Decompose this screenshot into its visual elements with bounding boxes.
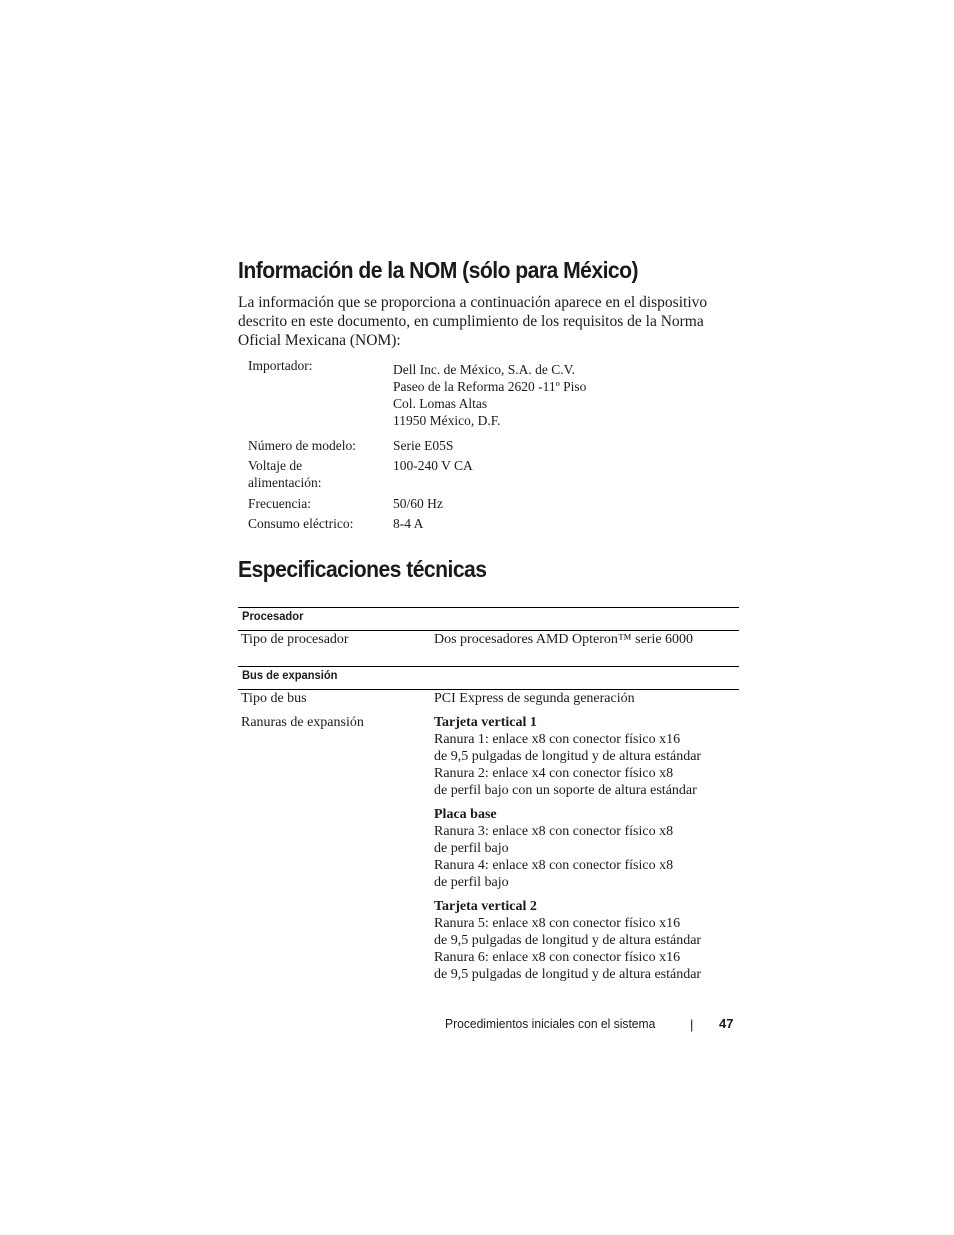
nom-value: Serie E05S xyxy=(393,438,454,453)
nom-value-line: Col. Lomas Altas xyxy=(393,396,488,411)
nom-label: Importador: xyxy=(248,358,313,373)
nom-value-line: 11950 México, D.F. xyxy=(393,413,501,428)
processor-type-label: Tipo de procesador xyxy=(241,632,349,647)
slot-group-riser-1 xyxy=(434,714,744,799)
slot-line: de perfil bajo con un soporte de altura estándar xyxy=(434,783,697,798)
specs-section-title: Especificaciones técnicas xyxy=(238,556,487,582)
slot-line: de 9,5 pulgadas de longitud y de altura estándar xyxy=(434,933,702,948)
slot-line: Ranura 5: enlace x8 con conector físico x16 xyxy=(434,916,681,931)
nom-value: 50/60 Hz xyxy=(393,496,443,511)
slot-group-title: Tarjeta vertical 2 xyxy=(434,899,537,914)
slot-line: Ranura 2: enlace x4 con conector físico x8 xyxy=(434,766,674,781)
footer-section-name: Procedimientos iniciales con el sistema xyxy=(445,1016,656,1031)
slot-group-riser-2 xyxy=(434,898,744,983)
slot-line: de perfil bajo xyxy=(434,841,509,856)
nom-label: Número de modelo: xyxy=(248,438,356,453)
slot-line: Ranura 1: enlace x8 con conector físico x16 xyxy=(434,732,681,747)
slot-group-title: Placa base xyxy=(434,807,497,822)
footer-separator: | xyxy=(690,1017,694,1032)
slot-line: de perfil bajo xyxy=(434,875,509,890)
table-rule xyxy=(238,607,739,608)
nom-label: Consumo eléctrico: xyxy=(248,516,354,531)
processor-header: Procesador xyxy=(242,609,304,623)
table-rule xyxy=(238,666,739,667)
page-number: 47 xyxy=(719,1016,734,1031)
nom-intro-paragraph: La información que se proporciona a continuación aparece en el dispositivo descrito en este documento, en cumplimiento de los requisitos de la Norma Oficial Mexicana (NOM): xyxy=(238,294,708,349)
expansion-header: Bus de expansión xyxy=(242,668,338,682)
slot-group-motherboard xyxy=(434,806,744,891)
nom-label: Voltaje de alimentación: xyxy=(248,458,322,490)
slot-line: de 9,5 pulgadas de longitud y de altura estándar xyxy=(434,967,702,982)
processor-type-value: Dos procesadores AMD Opteron™ serie 6000 xyxy=(434,632,694,647)
nom-value: 8-4 A xyxy=(393,516,424,531)
nom-value: 100-240 V CA xyxy=(393,458,473,473)
slot-line: Ranura 6: enlace x8 con conector físico x16 xyxy=(434,950,681,965)
nom-value-line: Paseo de la Reforma 2620 -11º Piso xyxy=(393,379,587,394)
nom-value-line: Dell Inc. de México, S.A. de C.V. xyxy=(393,362,575,377)
nom-section-title: Información de la NOM (sólo para México) xyxy=(238,257,639,283)
slot-group-title: Tarjeta vertical 1 xyxy=(434,715,537,730)
slot-line: Ranura 3: enlace x8 con conector físico x8 xyxy=(434,824,674,839)
bus-type-value: PCI Express de segunda generación xyxy=(434,691,635,706)
nom-label: Frecuencia: xyxy=(248,496,311,511)
expansion-slots-label: Ranuras de expansión xyxy=(241,715,364,730)
bus-type-label: Tipo de bus xyxy=(241,691,307,706)
nom-value xyxy=(393,361,713,429)
slot-line: de 9,5 pulgadas de longitud y de altura estándar xyxy=(434,749,702,764)
slot-line: Ranura 4: enlace x8 con conector físico x8 xyxy=(434,858,674,873)
